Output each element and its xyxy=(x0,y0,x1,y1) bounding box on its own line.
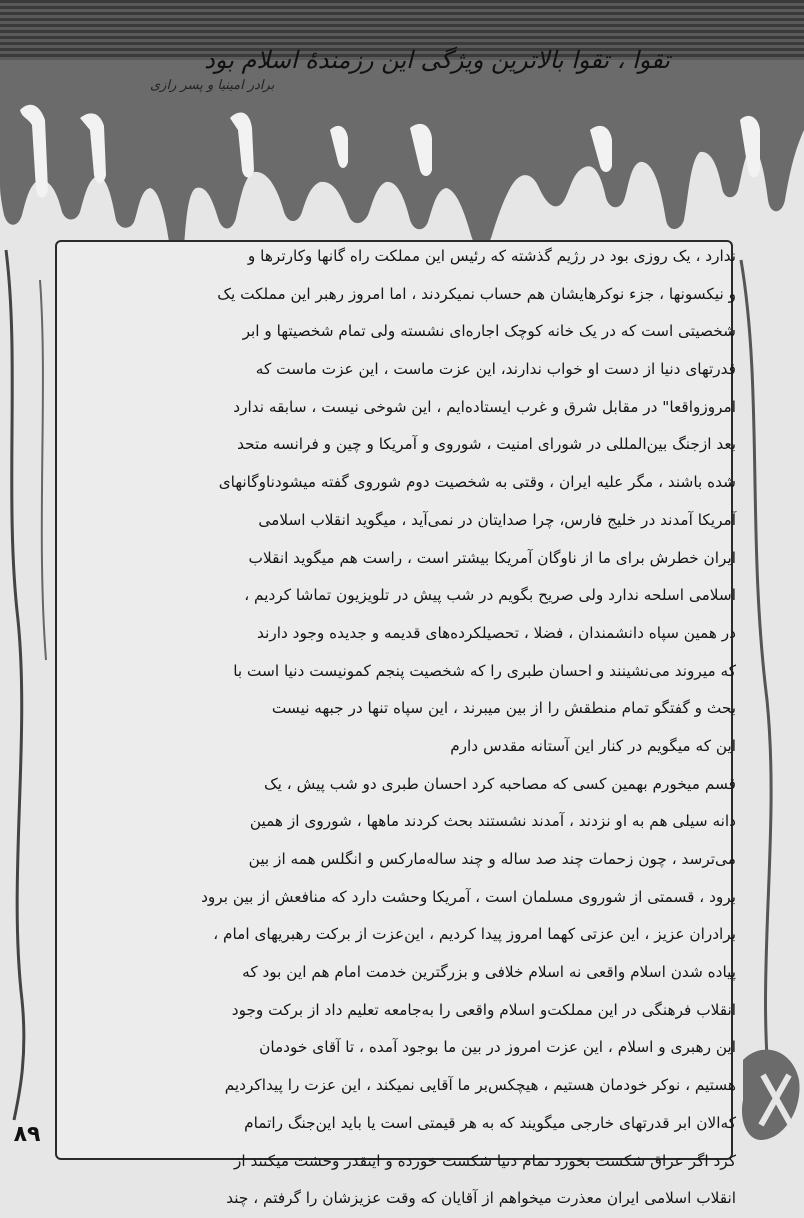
article-line: ایران خطرش برای ما از ناوگان آمریکا بیشتر است ، راست هم میگوید انقلاب xyxy=(248,548,736,567)
article-body xyxy=(52,238,736,1218)
article-line: آمریکا آمدند در خلیج فارس، چرا صدایتان در نمی‌آید ، میگوید انقلاب اسلامی xyxy=(258,510,736,529)
article-line: انقلاب فرهنگی در این مملکت‌و اسلام واقعی را به‌جامعه تعلیم داد از برکت وجود xyxy=(231,1000,736,1019)
header-byline: برادر امینیا و پسر رازی xyxy=(150,78,275,93)
left-border-decoration xyxy=(0,240,56,1120)
article-line: دانه سیلی هم به او نزدند ، آمدند نشستند بحث کردند ماهها ، شوروی از همین xyxy=(249,812,736,831)
article-line: پیاده شدن اسلام واقعی نه اسلام خلافی و بزرگترین خدمت امام هم این بود که xyxy=(242,963,736,982)
article-line: این رهبری و اسلام ، این عزت امروز در بین ما بوجود آمده ، تا آقای خودمان xyxy=(259,1038,736,1057)
article-line: این که میگویم در کنار این آستانه مقدس دارم xyxy=(450,736,736,755)
article-line: امروزواقعا" در مقابل شرق و غرب ایستاده‌ایم ، این شوخی نیست ، سابقه ندارد xyxy=(233,397,736,416)
article-line: کرد اگر عراق شکست بخورد تمام دنیا شکست خورده و اینقدر وحشت میکنند از xyxy=(234,1151,736,1170)
article-line: بحث و گفتگو تمام منطقش را از بین میبرند ، این سپاه تنها در جبهه نیست xyxy=(271,699,736,718)
article-line: هستیم ، نوکر خودمان هستیم ، هیچکس‌بر ما آقایی نمیکند ، این عزت را پیداکردیم xyxy=(224,1076,736,1095)
article-line: قدرتهای دنیا از دست او خواب ندارند، این عزت ماست ، این عزت ماست که xyxy=(255,360,736,379)
page-number: ۸۹ xyxy=(13,1122,41,1147)
article-line: در همین سپاه دانشمندان ، فضلا ، تحصیلکرده‌های قدیمه و جدیده وجود دارند xyxy=(257,623,736,642)
article-line: شخصیتی است که در یک خانه کوچک اجاره‌ای نشسته ولی تمام شخصیتها و ابر xyxy=(242,322,736,341)
article-line: می‌ترسد ، چون زحمات چند صد ساله و چند ساله‌مارکس و انگلس همه از بین xyxy=(248,850,736,868)
article-line: و نیکسونها ، جزء نوکرهایشان هم حساب نمیکردند ، اما امروز رهبر این مملکت یک xyxy=(217,284,736,303)
article-line: برادران عزیز ، این عزتی کهما امروز پیدا کردیم ، این‌عزت از برکت رهبریهای امام ، xyxy=(213,925,736,944)
article-line: قسم میخورم بهمین کسی که مصاحبه کرد احسان طبری دو شب پیش ، یک xyxy=(263,774,736,793)
header-title: تقوا ، تقوا بالاترین ویژگی این رزمندهٔ اسلام بود xyxy=(204,46,670,74)
article-line: برود ، قسمتی از شوروی مسلمان است ، آمریکا وحشت دارد که منافعش از بین برود xyxy=(201,887,736,906)
article-line: که‌الان ابر قدرتهای خارجی میگویند که به هر قیمتی است یا باید این‌جنگ راتمام xyxy=(244,1113,736,1132)
article-line: شده باشند ، مگر علیه ایران ، وقتی به شخصیت دوم شوروی گفته میشودناوگانهای xyxy=(218,473,736,492)
article-line: بعد ازجنگ بین‌المللی در شورای امنیت ، شوروی و آمریکا و چین و فرانسه متحد xyxy=(237,435,736,454)
article-line: ندارد ، یک روزی بود در رژیم گذشته که رئیس این مملکت راه گانها وکارترها و xyxy=(247,247,736,265)
article-line: که میروند می‌نشینند و احسان طبری را که شخصیت پنجم کمونیست دنیا است با xyxy=(233,661,736,680)
article-line: انقلاب اسلامی ایران معذرت میخواهم از آقایان که وقت عزیزشان را گرفتم ، چند xyxy=(226,1189,736,1208)
article-line: اسلامی اسلحه ندارد ولی صریح بگویم در شب پیش در تلویزیون تماشا کردیم ، xyxy=(244,586,736,605)
right-border-decoration xyxy=(733,240,804,1160)
